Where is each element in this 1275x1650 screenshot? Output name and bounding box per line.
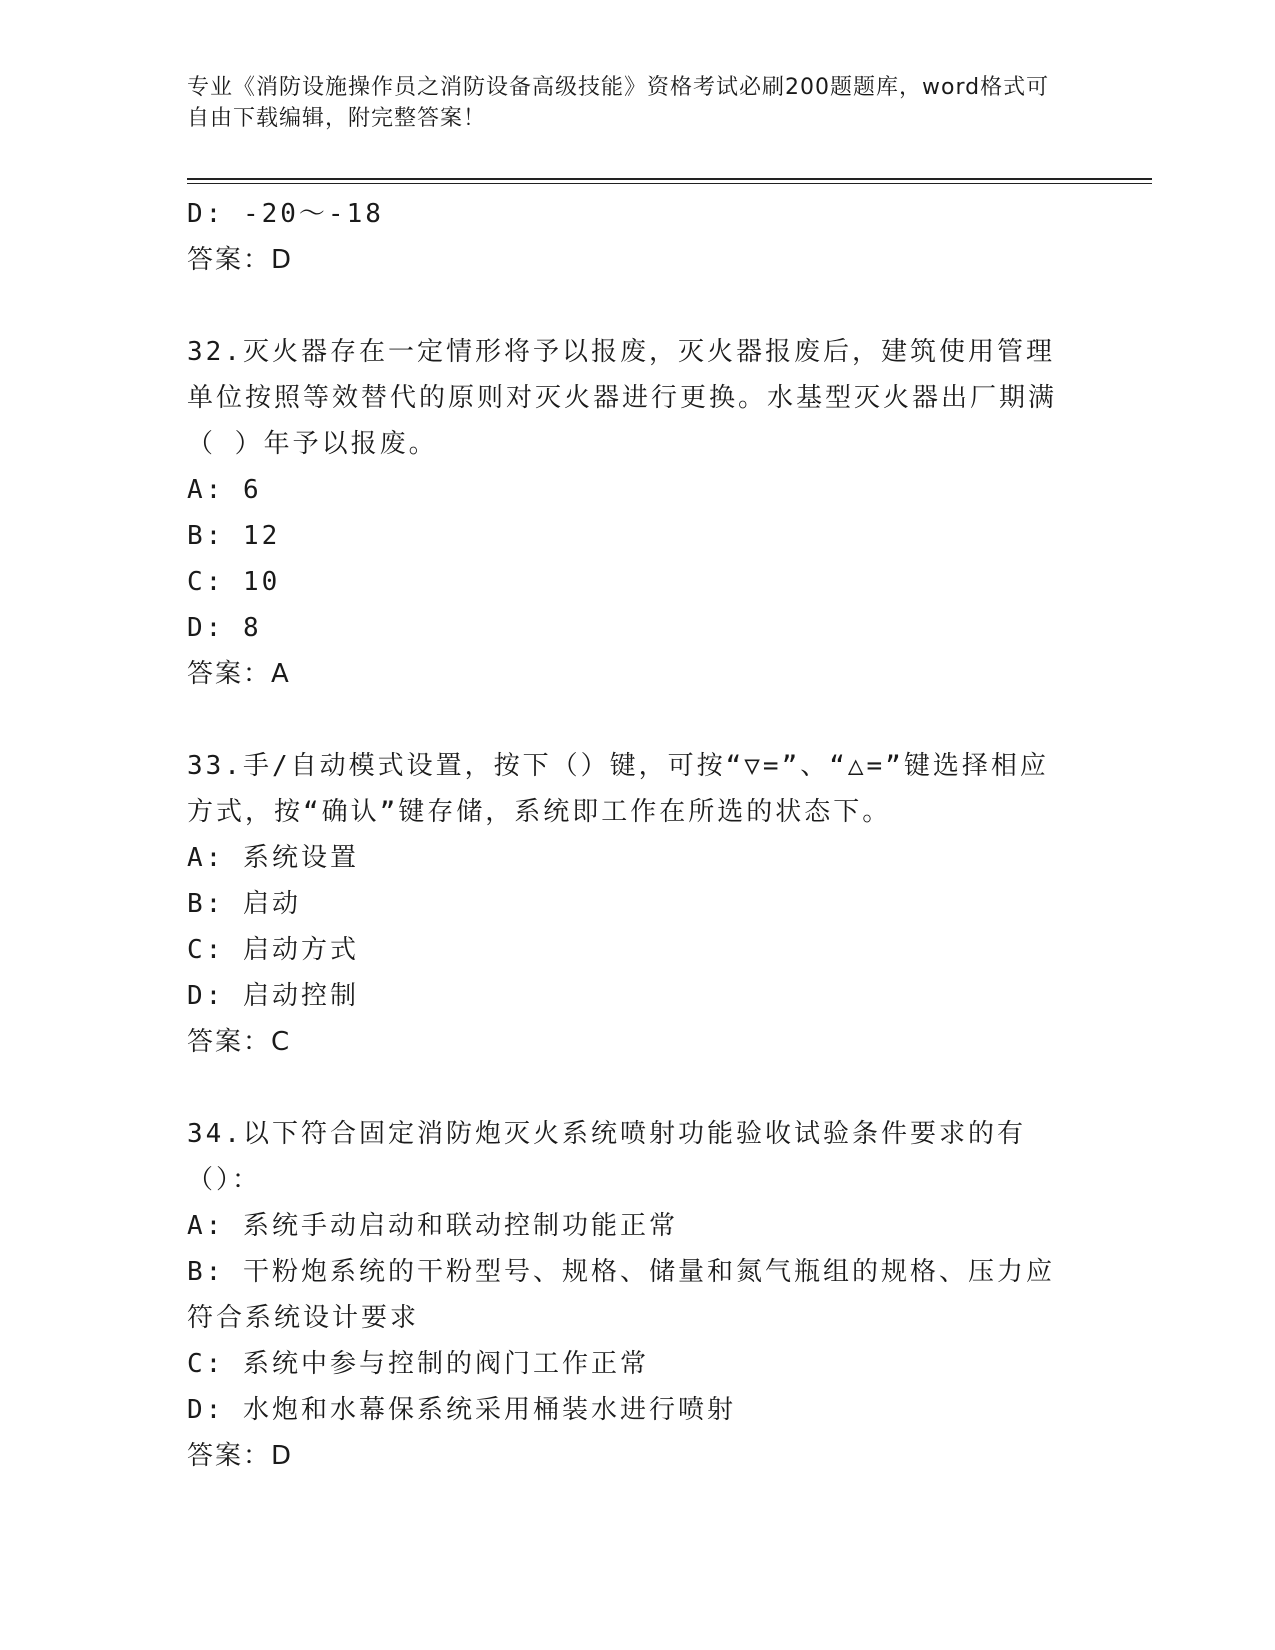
option-a: A: 6 — [187, 475, 262, 505]
option-d: D: 启动控制 — [187, 981, 359, 1011]
option-b: B: 启动 — [187, 889, 301, 919]
spacer — [187, 283, 1077, 329]
option-a: A: 系统手动启动和联动控制功能正常 — [187, 1211, 678, 1241]
option-d: D: 8 — [187, 613, 262, 643]
option-d: D: 水炮和水幕保系统采用桶装水进行喷射 — [187, 1395, 736, 1425]
option-c: C: 10 — [187, 567, 281, 597]
header-divider-thick — [187, 178, 1152, 180]
question-text: 34.以下符合固定消防炮灭火系统喷射功能验收试验条件要求的有（）： — [187, 1119, 1026, 1195]
option-c: C: 启动方式 — [187, 935, 359, 965]
question-33 — [187, 743, 1077, 1065]
answer-line: 答案：D — [187, 245, 294, 275]
spacer — [187, 697, 1077, 743]
document-header: 专业《消防设施操作员之消防设备高级技能》资格考试必刷200题题库，word格式可自由下载编辑，附完整答案！ — [187, 75, 1050, 131]
question-34 — [187, 1111, 1077, 1479]
question-content — [187, 191, 1077, 1479]
answer-line: 答案：A — [187, 659, 291, 689]
option-d: D: -20～-18 — [187, 199, 384, 229]
question-32 — [187, 329, 1077, 697]
answer-line: 答案：D — [187, 1441, 294, 1471]
question-text: 32.灭火器存在一定情形将予以报废，灭火器报废后，建筑使用管理单位按照等效替代的原则对灭火器进行更换。水基型灭火器出厂期满（ ）年予以报废。 — [187, 337, 1058, 459]
option-b: B: 12 — [187, 521, 281, 551]
answer-line: 答案：C — [187, 1027, 292, 1057]
header-divider-thin — [187, 183, 1152, 184]
previous-question-tail — [187, 191, 1077, 283]
option-b: B: 干粉炮系统的干粉型号、规格、储量和氮气瓶组的规格、压力应符合系统设计要求 — [187, 1257, 1055, 1333]
spacer — [187, 1065, 1077, 1111]
option-c: C: 系统中参与控制的阀门工作正常 — [187, 1349, 649, 1379]
question-text: 33.手/自动模式设置，按下（）键，可按“▽=”、“△=”键选择相应方式，按“确认”键存储，系统即工作在所选的状态下。 — [187, 751, 1049, 827]
option-a: A: 系统设置 — [187, 843, 359, 873]
